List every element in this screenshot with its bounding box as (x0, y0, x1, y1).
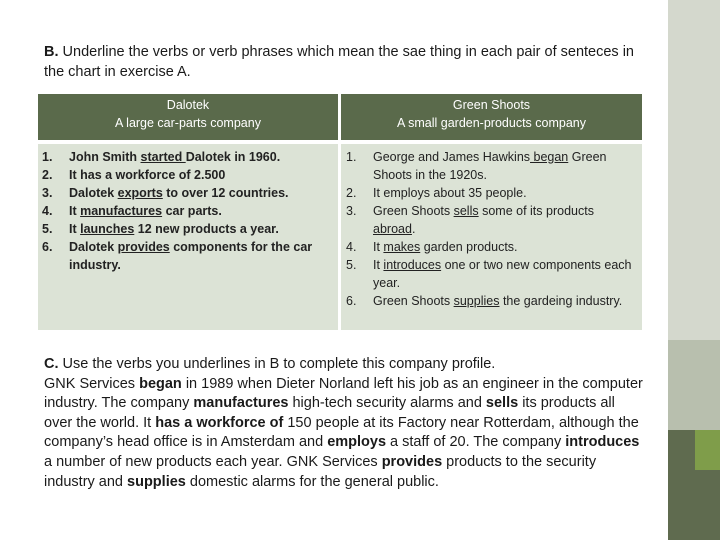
item-text: the gardeing industry. (499, 294, 623, 308)
item-text: It employs about 35 people. (373, 186, 527, 200)
exercise-c-label: C. (44, 356, 59, 372)
exercise-c (44, 355, 644, 492)
item-text: It (373, 240, 384, 254)
item-text: Green Shoots (373, 294, 454, 308)
profile-verb: began (139, 375, 182, 392)
underlined-verb: manufactures (80, 204, 163, 218)
profile-verb: supplies (127, 473, 186, 490)
list-item (346, 292, 636, 310)
item-text: Dalotek (69, 186, 118, 200)
underlined-verb: started (140, 150, 186, 164)
profile-text: GNK Services (44, 375, 140, 392)
list-item (42, 166, 332, 184)
profile-verb: manufactures (193, 395, 289, 412)
underlined-verb: launches (80, 222, 135, 236)
list-item (346, 256, 636, 292)
item-text: George and James Hawkins (373, 150, 531, 164)
item-text: one or two new components each year. (373, 258, 632, 290)
item-text: Green Shoots in the 1920s. (373, 150, 607, 182)
dalotek-list (42, 148, 332, 274)
item-text: It (373, 258, 384, 272)
underlined-verb: began (530, 150, 569, 164)
item-number: 6. (346, 294, 357, 308)
item-number: 6. (42, 240, 53, 254)
profile-verb: has a workforce of (155, 414, 284, 431)
list-item (42, 238, 332, 274)
dalotek-subtitle: A large car-parts company (115, 116, 261, 130)
item-number: 2. (346, 186, 357, 200)
exercise-b-heading (44, 42, 644, 82)
exercise-c-heading (44, 355, 644, 375)
list-item (42, 202, 332, 220)
item-text: Dalotek (69, 240, 118, 254)
profile-verb: sells (485, 395, 519, 412)
profile-text: in 1989 when Dieter Norland left his job as an engineer in the computer industry. The company (44, 375, 643, 412)
profile-text: domestic alarms for the general public. (185, 473, 439, 490)
profile-text: its products all over the world. It (44, 395, 615, 431)
side-band-light (668, 0, 720, 340)
list-item (42, 148, 332, 166)
green-shoots-header (341, 94, 642, 140)
comparison-table (38, 94, 642, 330)
underlined-word: abroad (373, 222, 412, 236)
item-number: 5. (42, 222, 53, 236)
exercise-b-label: B. (44, 44, 59, 60)
list-item (346, 148, 636, 184)
green-shoots-subtitle: A small garden-products company (397, 116, 586, 130)
item-text: components for the car industry. (69, 240, 313, 272)
profile-text: 150 people at its Factory near Rotterdam, although the company’s head office is in Amsterdam and (44, 414, 639, 451)
item-number: 4. (42, 204, 53, 218)
item-text: 12 new products a year. (134, 222, 279, 236)
item-text: . (411, 222, 416, 236)
item-number: 1. (346, 150, 357, 164)
underlined-verb: supplies (453, 294, 500, 308)
side-accent-green (695, 430, 720, 470)
profile-verb: introduces (565, 434, 640, 451)
profile-text: a number of new products each year. GNK Services (44, 453, 382, 470)
item-number: 2. (42, 168, 53, 182)
dalotek-header (38, 94, 338, 140)
list-item (346, 202, 636, 238)
underlined-verb: makes (383, 240, 421, 254)
list-item (346, 238, 636, 256)
item-number: 1. (42, 150, 53, 164)
underlined-verb: provides (117, 240, 170, 254)
item-text: John Smith (69, 150, 141, 164)
list-item (42, 220, 332, 238)
underlined-verb: sells (453, 204, 479, 218)
company-profile-text (44, 375, 644, 493)
exercise-c-instruction: Use the verbs you underlines in B to complete this company profile. (58, 356, 496, 372)
item-number: 3. (42, 186, 53, 200)
exercise-b-text: Underline the verbs or verb phrases which mean the sae thing in each pair of senteces in the chart in exercise A. (44, 44, 634, 80)
profile-verb: employs (327, 434, 387, 451)
profile-verb: provides (381, 453, 443, 470)
green-shoots-title: Green Shoots (452, 98, 531, 112)
profile-text: products to the security industry and (44, 453, 597, 490)
item-text: Green Shoots (373, 204, 454, 218)
underlined-verb: exports (117, 186, 163, 200)
header-gap (38, 140, 642, 144)
dalotek-title: Dalotek (166, 98, 210, 112)
item-text: It (69, 222, 81, 236)
item-text: It (69, 204, 81, 218)
item-text: some of its products (478, 204, 594, 218)
item-text: garden products. (420, 240, 518, 254)
item-number: 5. (346, 258, 357, 272)
underlined-verb: introduces (383, 258, 442, 272)
item-text: to over 12 countries. (162, 186, 289, 200)
profile-text: high-tech security alarms and (288, 395, 486, 412)
list-item (42, 184, 332, 202)
item-text: Dalotek in 1960. (185, 150, 281, 164)
item-text: It has a workforce of 2.500 (69, 168, 226, 182)
item-text: car parts. (162, 204, 222, 218)
profile-text: a staff of 20. The company (386, 434, 566, 451)
item-number: 3. (346, 204, 357, 218)
green-shoots-list (346, 148, 636, 310)
item-number: 4. (346, 240, 357, 254)
list-item (346, 184, 636, 202)
